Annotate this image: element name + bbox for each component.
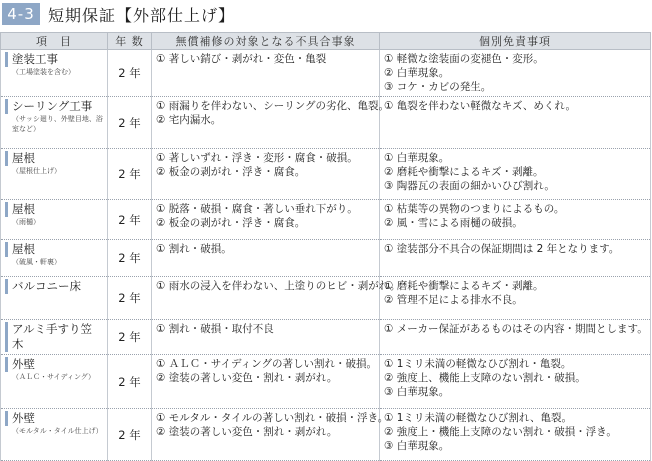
defect-line: ② 板金の剥がれ・浮き・腐食。 [156,166,306,178]
exemption-line: ③ 白華現象。 [384,386,450,398]
defect-line: ① 著しいずれ・浮き・変形・腐食・破損。 [156,152,358,164]
defects-cell [152,409,389,461]
page-title: 短期保証【外部仕上げ】 [48,5,236,25]
item-cell [1,409,108,461]
exemption-line: ① 軽微な塗装面の変褪色・変形。 [384,53,544,65]
defect-line: ② 板金の剥がれ・浮き・腐食。 [156,217,306,229]
exemption-line: ② 強度上・機能上支障のない割れ・破損・浮き。 [384,426,617,438]
table-row [1,200,651,240]
defects-cell [152,200,380,240]
item-name: アルミ手すり笠木 [5,322,103,352]
table-row [1,355,651,409]
years-cell: 2 年 [108,409,152,461]
item-cell [1,200,108,240]
defects-cell [152,240,380,277]
item-subtitle: （モルタル・タイル仕上げ） [12,427,103,435]
years-cell: 2 年 [108,97,152,149]
exemption-line: ③ 白華現象。 [384,440,450,452]
defect-line: ① 著しい錆び・剥がれ・変色・亀裂 [156,53,327,65]
item-cell [1,50,108,97]
item-subtitle: （雨樋） [12,218,40,226]
table-row [1,50,651,97]
exemption-line: ③ 陶器瓦の表面の細かいひび割れ。 [384,180,555,192]
exemption-line: ① 1ミリ未満の軽微なひび割れ・亀裂。 [384,358,572,370]
defect-line: ① 割れ・破損・取付不良 [156,323,274,335]
exemption-line: ② 白華現象。 [384,67,450,79]
defect-line: ① ＡＬＣ・サイディングの著しい割れ・破損。 [156,358,377,370]
item-subtitle: （ＡＬＣ・サイディング） [12,373,96,381]
defect-line: ② 宅内漏水。 [156,114,222,126]
item-subtitle: （工場塗装を含む） [12,68,75,76]
defects-cell [152,320,380,355]
defect-line: ① 脱落・破損・腐食・著しい垂れ下がり。 [156,203,358,215]
item-subtitle: （サッシ廻り、外壁目地、浴室など） [12,115,103,133]
section-number-badge: 4-3 [2,3,40,25]
defects-cell [152,50,380,97]
exemption-line: ② 管理不足による排水不良。 [384,294,523,306]
defects-cell [152,355,380,409]
exemption-line: ① 1ミリ未満の軽微なひび割れ、亀裂。 [384,412,573,424]
years-cell: 2 年 [108,50,152,97]
item-name: 屋根 [5,151,103,166]
item-cell [1,240,108,277]
item-name: 外壁 [5,411,103,426]
table-body [1,50,651,461]
table-row [1,97,651,149]
exemption-line: ② 強度上、機能上支障のない割れ・破損。 [384,372,586,384]
column-header-exemptions: 個別免責事項 [380,33,651,50]
item-cell [1,97,108,149]
table-row [1,409,651,461]
column-header-defects: 無償補修の対象となる不具合事象 [152,33,380,50]
exemption-line: ① 亀裂を伴わない軽微なキズ、めくれ。 [384,100,576,112]
defects-cell [152,277,401,320]
item-subtitle: （屋根仕上げ） [12,167,61,175]
years-cell: 2 年 [108,355,152,409]
item-name: シーリング工事 [5,99,103,114]
item-cell [1,277,108,320]
exemption-line: ③ コケ・カビの発生。 [384,81,492,93]
years-cell: 2 年 [108,277,152,320]
defects-cell [152,97,390,149]
exemptions-cell [380,200,651,240]
column-header-item: 項 目 [1,33,108,50]
exemption-line: ① 塗装部分不具合の保証期間は 2 年となります。 [384,243,620,255]
defect-line: ① 雨漏りを伴わない、シーリングの劣化、亀裂。 [156,100,390,112]
defect-line: ① モルタル・タイルの著しい割れ・破損・浮き。 [156,412,389,424]
years-cell: 2 年 [108,200,152,240]
defect-line: ① 雨水の浸入を伴わない、上塗りのヒビ・剥がれ。 [156,280,401,292]
title-bar [0,0,652,28]
table-row [1,240,651,277]
exemptions-cell [380,97,651,149]
exemptions-cell [380,149,651,200]
column-header-years: 年 数 [108,33,152,50]
item-cell [1,149,108,200]
exemptions-cell [380,277,651,320]
item-cell [1,355,108,409]
exemptions-cell [380,50,651,97]
exemption-line: ① メーカー保証があるものはその内容・期間とします。 [384,323,648,335]
years-cell: 2 年 [108,320,152,355]
table-row [1,149,651,200]
table-row [1,277,651,320]
defects-cell [152,149,380,200]
exemptions-cell [380,409,651,461]
defect-line: ① 割れ・破損。 [156,243,232,255]
exemption-line: ② 風・雪による雨樋の破損。 [384,217,523,229]
exemptions-cell [380,240,651,277]
item-cell [1,320,108,355]
exemptions-cell [380,320,651,355]
table-row [1,320,651,355]
exemption-line: ① 白華現象。 [384,152,450,164]
defect-line: ② 塗装の著しい変色・割れ・剥がれ。 [156,372,338,384]
item-name: 屋根 [5,242,103,257]
item-name: バルコニー床 [5,279,103,294]
item-name: 屋根 [5,202,103,217]
years-cell: 2 年 [108,240,152,277]
warranty-table [0,32,651,461]
item-name: 外壁 [5,357,103,372]
exemption-line: ① 磨耗や衝撃によるキズ・剥離。 [384,280,544,292]
exemption-line: ① 枯葉等の異物のつまりによるもの。 [384,203,565,215]
item-subtitle: （破風・軒裏） [12,258,61,266]
years-cell: 2 年 [108,149,152,200]
exemption-line: ② 磨耗や衝撃によるキズ・剥離。 [384,166,544,178]
item-name: 塗装工事 [5,52,103,67]
table-header-row [1,33,651,50]
exemptions-cell [380,355,651,409]
defect-line: ② 塗装の著しい変色・割れ・剥がれ。 [156,426,338,438]
